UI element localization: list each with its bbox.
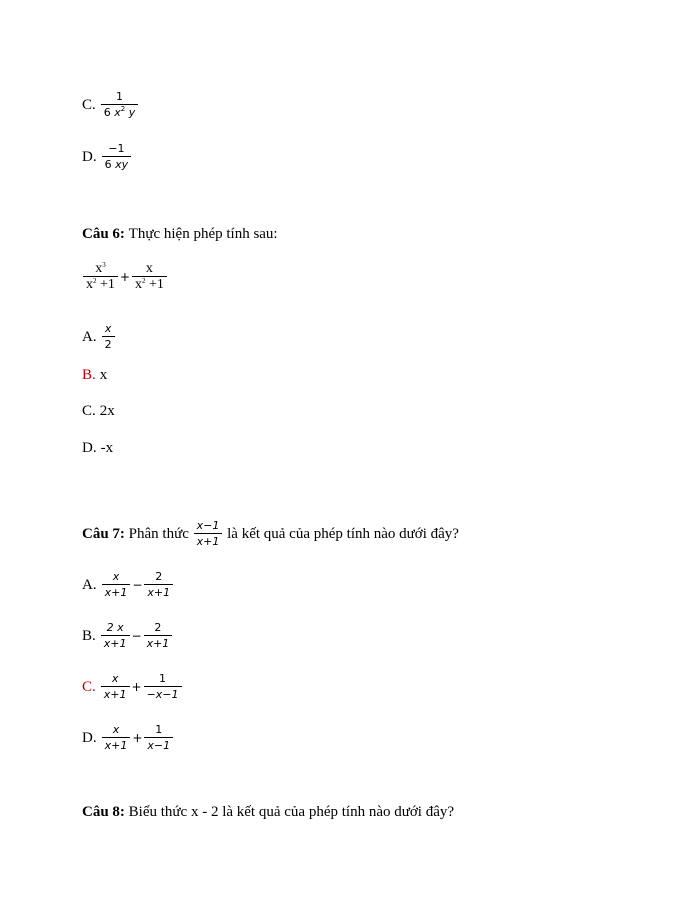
q6-option-d	[82, 439, 113, 457]
option-label: A.	[82, 576, 97, 593]
operator: +	[131, 679, 142, 694]
fraction: $\frac{1}{6 x^2 y}$	[101, 90, 139, 119]
fraction: $\frac{x}{x^2 +1}$	[132, 262, 167, 291]
fraction: $\frac{1}{x-1}$	[144, 723, 173, 752]
option-label: C.	[82, 96, 96, 113]
question-title: Câu 8:	[82, 804, 125, 820]
fraction: $\frac{2}{x+1}$	[144, 570, 173, 599]
q6-expression	[82, 262, 168, 291]
fraction: $\frac{x}{x+1}$	[102, 723, 131, 752]
q7-option-a	[82, 570, 174, 599]
option-label-correct: C.	[82, 678, 96, 695]
option-label: D.	[82, 148, 97, 165]
question-prompt: Biểu thức x - 2 là kết quả của phép tính nào dưới đây?	[128, 804, 455, 820]
q7-option-b	[82, 621, 173, 650]
question-prompt-before: Phân thức	[128, 525, 189, 542]
option-label: A.	[82, 328, 97, 345]
q5-option-d	[82, 142, 132, 171]
question-title: Câu 6:	[82, 226, 125, 242]
operator: −	[131, 628, 142, 643]
q5-option-c	[82, 90, 139, 119]
q6-option-c	[82, 402, 115, 420]
q6-option-b	[82, 366, 107, 384]
fraction: $\frac{1}{-x-1}$	[144, 672, 182, 701]
q8-heading	[82, 803, 454, 821]
q6-option-a	[82, 322, 116, 351]
option-label: B.	[82, 627, 96, 644]
question-title: Câu 7:	[82, 525, 125, 542]
fraction: $\frac{x-1}{x+1}$	[194, 519, 223, 548]
q7-option-d	[82, 723, 174, 752]
fraction: $\frac{x}{2}$	[102, 322, 115, 351]
option-text: x	[99, 367, 108, 383]
option-label: D.	[82, 440, 97, 456]
option-label-correct: B.	[82, 367, 96, 383]
operator: +	[132, 730, 143, 745]
option-text: 2x	[99, 403, 115, 419]
fraction: $\frac{x^3}{x^2 +1}$	[83, 262, 118, 291]
q7-heading	[82, 519, 459, 548]
fraction: $\frac{-1}{6 xy}$	[102, 142, 132, 171]
question-prompt-after: là kết quả của phép tính nào dưới đây?	[227, 525, 459, 542]
option-label: D.	[82, 729, 97, 746]
fraction: $\frac{x}{x+1}$	[102, 570, 131, 599]
option-label: C.	[82, 403, 96, 419]
option-text: -x	[100, 440, 114, 456]
q7-option-c	[82, 672, 183, 701]
fraction: $\frac{2}{x+1}$	[144, 621, 173, 650]
q6-heading	[82, 225, 278, 243]
fraction: $\frac{x}{x+1}$	[101, 672, 130, 701]
plus-sign: +	[119, 269, 130, 284]
question-prompt: Thực hiện phép tính sau:	[128, 226, 278, 242]
operator: −	[132, 577, 143, 592]
fraction: $\frac{2 x}{x+1}$	[101, 621, 130, 650]
